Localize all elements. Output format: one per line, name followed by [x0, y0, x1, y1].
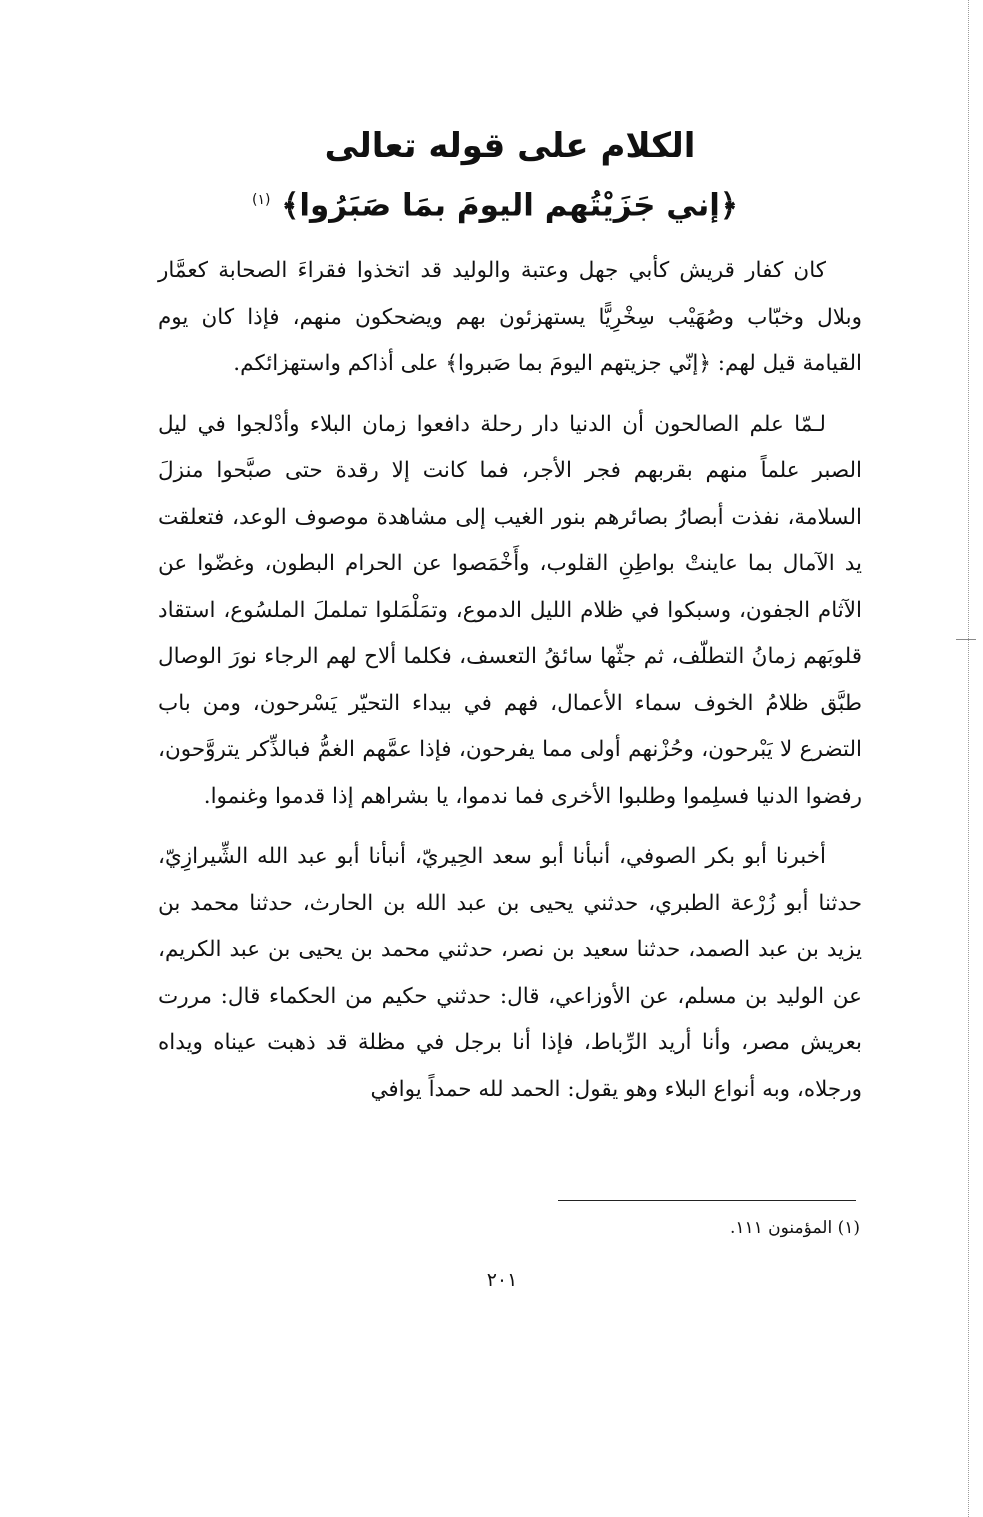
- body-text: [158, 248, 862, 1127]
- page-edge-line: [968, 0, 969, 1517]
- chapter-heading: [160, 120, 860, 233]
- paragraph-2: لـمّا علم الصالحون أن الدنيا دار رحلة دافعوا زمان البلاء وأدْلجوا في ليل الصبر علماً منهم بقربهم فجر الأجر، فما كانت إلا رقدة حتى صبَّحوا منزلَ السلامة، نفذت أبصارُ بصائرهم بنور الغيب إلى مشاهدة موصوف الوعد، فتعلقت يد الآمال بما عاينتْ بواطِنِ القلوب، وأَخْمَصوا عن الحرام البطون، وغضّوا عن الآثام الجفون، وسبكوا في ظلام الليل الدموع، وتمَلْمَلوا تململَ الملسُوع، استقاد قلوبَهم زمانُ التطلّف، ثم جثّها سائقُ التعسف، فكلما ألاح لهم الرجاء نورَ الوصال طبَّق ظلامُ الخوف سماء الأعمال، فهم في بيداء التحيّر يَسْرحون، ومن باب التضرع لا يَبْرحون، وحُزْنهم أولى مما يفرحون، فإذا عمَّهم الغمُّ فبالذِّكر يتروَّحون، رفضوا الدنيا فسلِموا وطلبوا الأخرى فما ندموا، يا بشراهم إذا قدموا وغنموا.: [158, 411, 862, 809]
- heading-line-1: الكلام على قوله تعالى: [324, 126, 696, 166]
- heading-footnote-ref: (١): [251, 192, 271, 208]
- page-edge-mark: [956, 639, 976, 640]
- footnote: (١) المؤمنون ١١١.: [729, 1218, 860, 1238]
- page-number: ٢٠١: [486, 1269, 518, 1291]
- paragraph-1: كان كفار قريش كأبي جهل وعتبة والوليد قد اتخذوا فقراءَ الصحابة كعمَّار وبلال وخبّاب وصُهَيْب سِخْرِيًّا يستهزئون بهم ويضحكون منهم، فإذا كان يوم القيامة قيل لهم: ﴿إنّي جزيتهم اليومَ بما صَبروا﴾ على أذاكم واستهزائكم.: [158, 258, 862, 376]
- heading-line-2: [130, 172, 860, 233]
- footnote-separator: [558, 1200, 856, 1201]
- heading-verse: ﴿إني جَزَيْتُهم اليومَ بمَا صَبَرُوا﴾: [281, 187, 739, 224]
- paragraph-3: أخبرنا أبو بكر الصوفي، أنبأنا أبو سعد الحِيريّ، أنبأنا أبو عبد الله الشِّيرازِيّ، حدثنا أبو زُرْعة الطبري، حدثني يحيى بن عبد الله بن الحارث، حدثنا محمد بن يزيد بن عبد الصمد، حدثنا سعيد بن نصر، حدثني محمد بن يحيى بن عبد الكريم، عن الوليد بن مسلم، عن الأوزاعي، قال: حدثني حكيم من الحكماء قال: مررت بعريش مصر، وأنا أريد الرِّباط، فإذا أنا برجل في مظلة قد ذهبت عيناه ويداه ورجلاه، وبه أنواع البلاء وهو يقول: الحمد لله حمداً يوافي: [158, 844, 862, 1102]
